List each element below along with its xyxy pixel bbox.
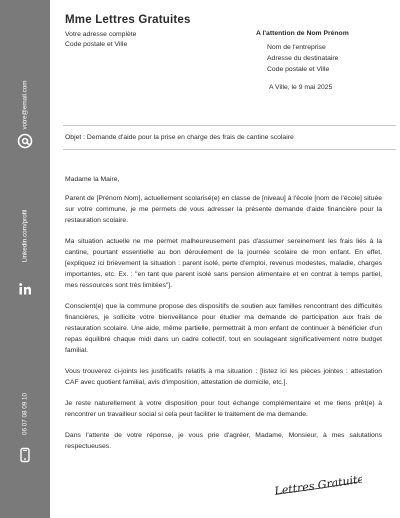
paragraph: Vous trouverez ci-joints les justificatifs relatifs à ma situation : [listez ici les pièces jointes : attestation CAF avec quotient familial, avis d'imposition, attestation de domicile, etc.]. [65, 368, 382, 386]
paragraph: Ma situation actuelle ne me permet malheureusement pas d'assumer sereinement les frais liés à la cantine, pourtant essentielle au bon déroulement de la journée scolaire de mon enfant. En effet, [expliquez ici brièvement la situation : parent isolé, perte d'emploi, revenus modestes, maladie, charges importantes, etc. Ex. : "en tant que parent isolé sans pension alimentaire et en contrat à temps partiel, mes ressources sont très limitées"]. [65, 238, 382, 289]
letter-date: A Ville, le 9 mai 2025 [269, 84, 333, 91]
linkedin-icon [16, 280, 34, 298]
contact-sidebar [0, 0, 50, 518]
phone-icon [16, 446, 34, 464]
sender-name: Mme Lettres Gratuites [65, 14, 191, 26]
divider-bottom [63, 149, 396, 150]
sidebar-email[interactable]: votre@email.com [21, 80, 29, 130]
at-icon [16, 132, 34, 150]
recipient-postal: Code postale et Ville [267, 66, 330, 73]
salutation: Madame la Maire, [65, 176, 120, 183]
divider-top [63, 125, 396, 126]
recipient-attention: A l'attention de Nom Prénom [256, 30, 349, 37]
paragraph: Parent de [Prénom Nom], actuellement scolarisé(e) en classe de [niveau] à l'école [nom de l'école] située sur votre commune, je me permets de vous adresser la présente demande d'aide financière pour la restauration scolaire. [65, 195, 382, 224]
letter-object: Objet : Demande d'aide pour la prise en charge des frais de cantine scolaire [65, 134, 294, 141]
sender-postal: Code postale et Ville [65, 41, 128, 48]
signature [272, 470, 362, 498]
paragraph: Conscient(e) que la commune propose des dispositifs de soutien aux familles rencontrant des difficultés financières, je sollicite votre bienveillance pour étudier ma demande de participation aux frais de restauration scolaire. Une aide, même partielle, permettrait à mon enfant de continuer à bénéficier d'un repas équilibré chaque midi dans un cadre collectif, tout en soulageant significativement notre budget familial. [65, 303, 382, 354]
sidebar-linkedin[interactable]: Linkedin.com/profil [21, 209, 29, 263]
paragraph: Je reste naturellement à votre disposition pour tout échange complémentaire et me tiens prêt(e) à rencontrer un travailleur social si cela peut faciliter le traitement de ma demande. [65, 400, 382, 418]
letter-body [65, 174, 382, 452]
signature-text: Lettres Gratuites [273, 471, 362, 498]
recipient-address: Adresse du destinataire [267, 55, 339, 62]
recipient-company: Nom de l'entreprise [267, 44, 326, 51]
paragraph: Dans l'attente de votre réponse, je vous prie d'agréer, Madame, Monsieur, à mes salutations respectueuses. [65, 432, 382, 450]
sidebar-phone[interactable]: 06 07 08 09 10 [21, 392, 29, 436]
sender-address: Votre adresse complète [65, 31, 137, 38]
